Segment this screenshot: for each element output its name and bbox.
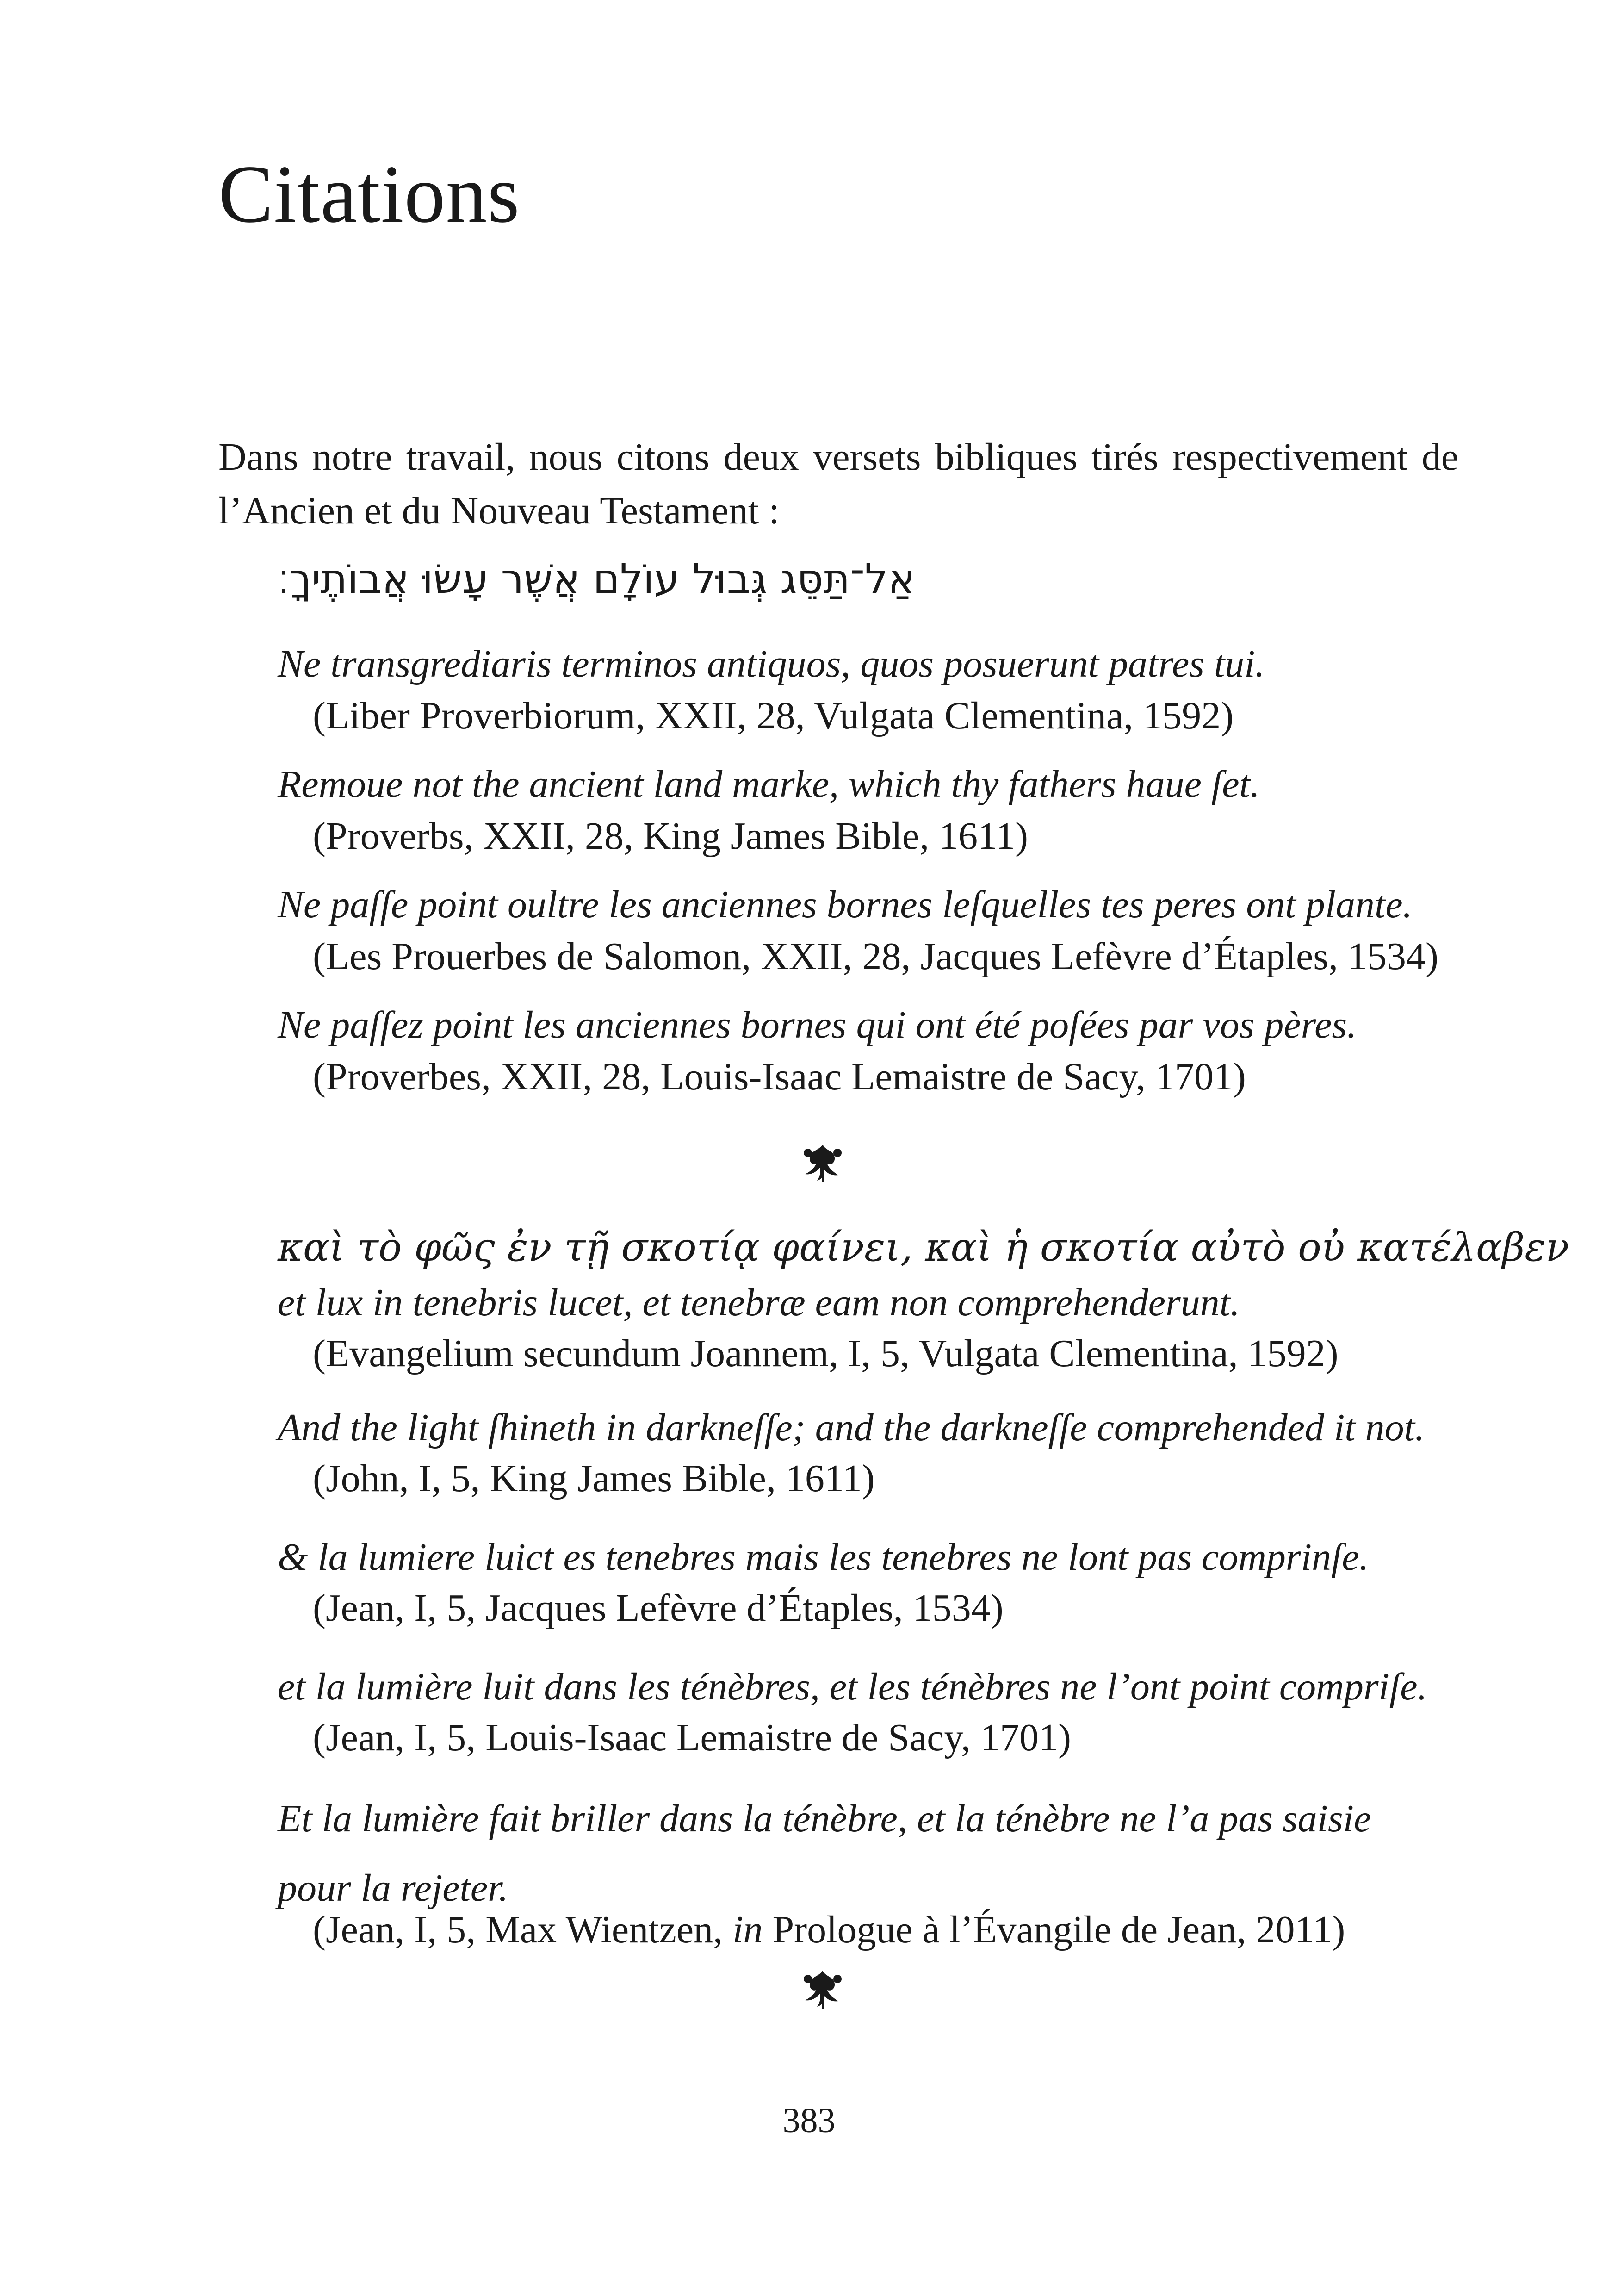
verse-english-proverbs: Remoue not the ancient land marke, which thy fathers haue ſet.: [278, 763, 1260, 806]
reference-latin-proverbs: (Liber Proverbiorum, XXII, 28, Vulgata Clementina, 1592): [313, 694, 1234, 737]
reference-suffix: Prologue à l’Évangile de Jean, 2011): [763, 1908, 1345, 1951]
greek-verse: καὶ τὸ φῶς ἐν τῇ σκοτίᾳ φαίνει, καὶ ἡ σκοτία αὐτὸ οὐ κατέλαβεν: [278, 1225, 1569, 1270]
reference-sacy-john: (Jean, I, 5, Louis-Isaac Lemaistre de Sacy, 1701): [313, 1716, 1071, 1759]
reference-prefix: (Jean, I, 5, Max Wientzen,: [313, 1908, 733, 1951]
fleuron-icon: [795, 1136, 850, 1187]
verse-english-john: And the light ſhineth in darkneſſe; and the darkneſſe comprehended it not.: [278, 1406, 1425, 1449]
intro-paragraph: Dans notre travail, nous citons deux versets bibliques tirés respectivement de l’Ancien et du Nouveau Testament :: [218, 436, 1458, 532]
verse-lefevre-john: & la lumiere luict es tenebres mais les tenebres ne lont pas comprinſe.: [278, 1536, 1369, 1579]
verse-latin-john: et lux in tenebris lucet, et tenebræ eam non comprehenderunt.: [278, 1281, 1240, 1324]
reference-in: in: [732, 1908, 763, 1951]
verse-sacy-john: et la lumière luit dans les ténèbres, et les ténèbres ne l’ont point compriſe.: [278, 1665, 1427, 1708]
verse-sacy-proverbs: Ne paſſez point les anciennes bornes qui ont été poſées par vos pères.: [278, 1003, 1357, 1046]
reference-english-proverbs: (Proverbs, XXII, 28, King James Bible, 1611): [313, 815, 1029, 858]
reference-lefevre-proverbs: (Les Prouerbes de Salomon, XXII, 28, Jacques Lefèvre d’Étaples, 1534): [313, 935, 1438, 978]
fleuron-icon: [795, 1962, 850, 2013]
reference-wientzen-john: [313, 1904, 1345, 1955]
reference-lefevre-john: (Jean, I, 5, Jacques Lefèvre d’Étaples, 1534): [313, 1587, 1004, 1630]
reference-english-john: (John, I, 5, King James Bible, 1611): [313, 1457, 875, 1500]
page-number: 383: [782, 2101, 836, 2140]
verse-wientzen-john: Et la lumière fait briller dans la ténèbre, et la ténèbre ne l’a pas saisie pour la rejeter.: [278, 1797, 1371, 1910]
verse-lefevre-proverbs: Ne paſſe point oultre les anciennes bornes leſquelles tes peres ont plante.: [278, 883, 1413, 926]
hebrew-verse: אַל־תַּסֵּג גְּבוּל עוֹלָם אֲשֶׁר עָשׂוּ אֲבוֹתֶיךָ׃: [278, 555, 915, 603]
page-title: Citations: [218, 148, 520, 240]
verse-latin-proverbs: Ne transgrediaris terminos antiquos, quos posuerunt patres tui.: [278, 642, 1265, 685]
reference-sacy-proverbs: (Proverbes, XXII, 28, Louis-Isaac Lemaistre de Sacy, 1701): [313, 1055, 1246, 1098]
reference-latin-john: (Evangelium secundum Joannem, I, 5, Vulgata Clementina, 1592): [313, 1332, 1339, 1375]
